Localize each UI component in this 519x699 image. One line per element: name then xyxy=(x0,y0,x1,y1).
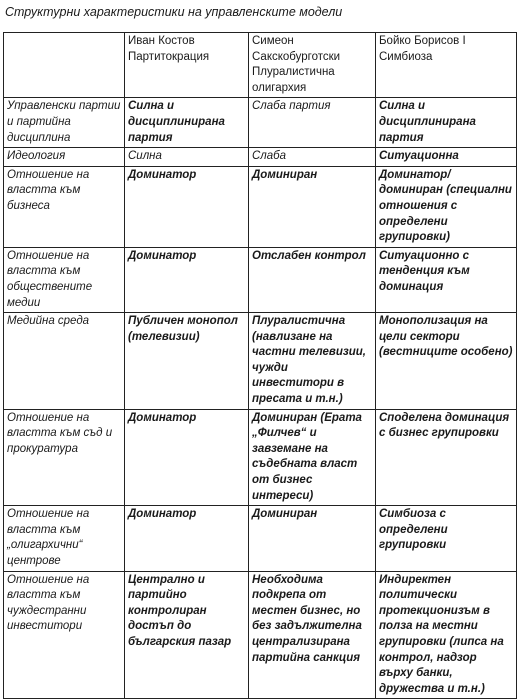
table-cell: Силна и дисциплинирана партия xyxy=(125,98,249,148)
row-label: Отношение на властта към бизнеса xyxy=(4,166,125,247)
header-cell-kostov: Иван Костов Партитокрация xyxy=(125,33,249,98)
table-cell: Слаба партия xyxy=(249,98,376,148)
table-cell: Доминатор/доминиран (специални отношения с определени групировки) xyxy=(376,166,517,247)
governance-models-table xyxy=(3,32,517,699)
table-row xyxy=(4,571,517,699)
table-cell: Монополизация на цели сектори (вестниците особено) xyxy=(376,313,517,410)
document-title: Структурни характеристики на управленските модели xyxy=(5,5,343,19)
table-cell: Доминиран xyxy=(249,506,376,571)
table-row xyxy=(4,506,517,571)
table-cell: Доминатор xyxy=(125,166,249,247)
table-row xyxy=(4,409,517,506)
table-cell: Слаба xyxy=(249,148,376,167)
table-cell: Ситуационна xyxy=(376,148,517,167)
table-header-row xyxy=(4,33,517,98)
table-cell: Силна xyxy=(125,148,249,167)
table-cell: Симбиоза с определени групировки xyxy=(376,506,517,571)
table-cell: Публичен монопол (телевизии) xyxy=(125,313,249,410)
row-label: Отношение на властта към съд и прокуратура xyxy=(4,409,125,506)
table-cell: Необходима подкрепа от местен бизнес, но без задължителна централизирана партийна санкция xyxy=(249,571,376,699)
header-cell-simeon: Симеон Сакскобурготски Плуралистична олигархия xyxy=(249,33,376,98)
table-row xyxy=(4,98,517,148)
row-label: Отношение на властта към обществените медии xyxy=(4,247,125,312)
table-cell: Доминатор xyxy=(125,247,249,312)
row-label: Отношение на властта към чуждестранни инвеститори xyxy=(4,571,125,699)
table-row xyxy=(4,247,517,312)
row-label: Отношение на властта към „олигархични“ центрове xyxy=(4,506,125,571)
header-cell-borisov: Бойко Борисов I Симбиоза xyxy=(376,33,517,98)
table-cell: Доминатор xyxy=(125,506,249,571)
row-label: Управленски партии и партийна дисциплина xyxy=(4,98,125,148)
row-label: Медийна среда xyxy=(4,313,125,410)
table-cell: Доминиран xyxy=(249,166,376,247)
table-row xyxy=(4,166,517,247)
row-label: Идеология xyxy=(4,148,125,167)
table-cell: Доминатор xyxy=(125,409,249,506)
table-cell: Индиректен политически протекционизъм в полза на местни групировки (липса на контрол, надзор върху банки, дружества и т.н.) xyxy=(376,571,517,699)
table-row xyxy=(4,148,517,167)
table-cell: Отслабен контрол xyxy=(249,247,376,312)
table-cell: Споделена доминация с бизнес групировки xyxy=(376,409,517,506)
table-cell: Силна и дисциплинирана партия xyxy=(376,98,517,148)
table-cell: Доминиран (Ерата „Филчев“ и завземане на съдебната власт от бизнес интереси) xyxy=(249,409,376,506)
table-row xyxy=(4,313,517,410)
table-cell: Плуралистична (навлизане на частни телевизии, чужди инвеститори в пресата и т.н.) xyxy=(249,313,376,410)
header-cell-empty xyxy=(4,33,125,98)
table-cell: Централно и партийно контролиран достъп до българския пазар xyxy=(125,571,249,699)
table-cell: Ситуационно с тенденция към доминация xyxy=(376,247,517,312)
